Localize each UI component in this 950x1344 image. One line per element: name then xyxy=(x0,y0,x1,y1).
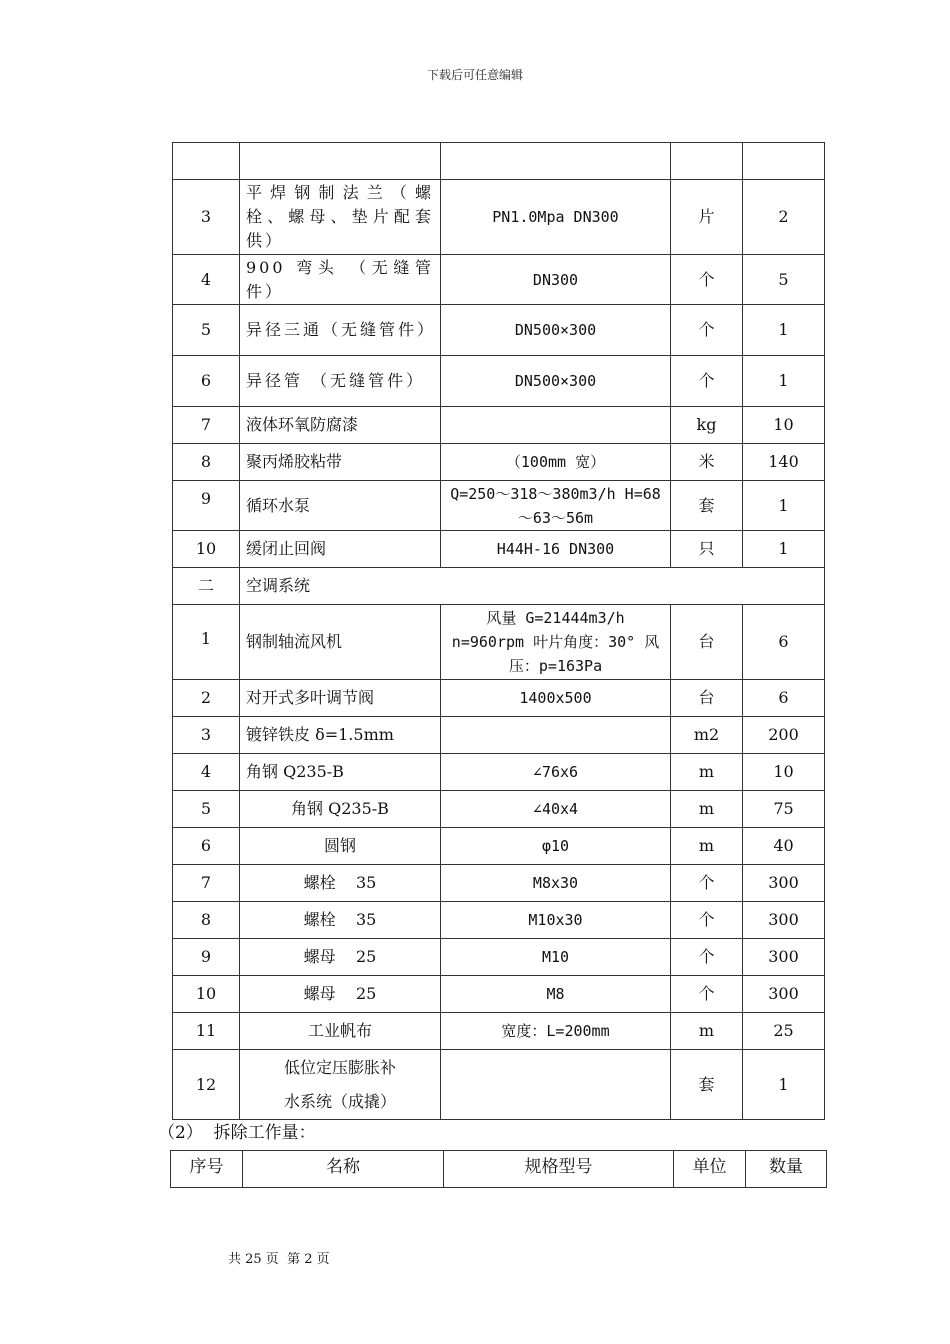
cell-unit: 米 xyxy=(671,444,743,481)
cell-no: 8 xyxy=(173,444,240,481)
cell-name: 缓闭止回阀 xyxy=(240,531,441,568)
cell-qty: 140 xyxy=(743,444,825,481)
cell-spec: ∠40x4 xyxy=(441,791,671,828)
cell-unit: 台 xyxy=(671,680,743,717)
cell-no: 10 xyxy=(173,976,240,1013)
cell-no: 5 xyxy=(173,305,240,356)
cell-unit: 个 xyxy=(671,939,743,976)
cell-no: 6 xyxy=(173,356,240,407)
table-row xyxy=(173,356,825,407)
cell-no: 7 xyxy=(173,407,240,444)
table-row xyxy=(173,939,825,976)
cell-qty: 300 xyxy=(743,939,825,976)
cell-name: 螺栓 35 xyxy=(240,902,441,939)
cell-name: 循环水泵 xyxy=(240,481,441,531)
cell-no: 9 xyxy=(173,481,240,531)
cell-no xyxy=(173,143,240,180)
cell-spec: ∠76x6 xyxy=(441,754,671,791)
cell-spec: PN1.0Mpa DN300 xyxy=(441,180,671,255)
cell-unit: 只 xyxy=(671,531,743,568)
table-row xyxy=(173,754,825,791)
cell-spec: M10x30 xyxy=(441,902,671,939)
cell-unit: 套 xyxy=(671,481,743,531)
cell-qty: 1 xyxy=(743,356,825,407)
table-row xyxy=(173,1013,825,1050)
cell-unit: 个 xyxy=(671,976,743,1013)
header-spec: 规格型号 xyxy=(444,1151,674,1188)
cell-spec: 宽度：L=200mm xyxy=(441,1013,671,1050)
cell-spec: H44H-16 DN300 xyxy=(441,531,671,568)
table-row xyxy=(173,255,825,305)
cell-unit: m xyxy=(671,828,743,865)
cell-qty: 2 xyxy=(743,180,825,255)
cell-name: 聚丙烯胶粘带 xyxy=(240,444,441,481)
cell-qty: 6 xyxy=(743,605,825,680)
cell-name: 角钢 Q235-B xyxy=(240,754,441,791)
cell-qty: 200 xyxy=(743,717,825,754)
table-row xyxy=(173,605,825,680)
table-row xyxy=(173,828,825,865)
cell-qty xyxy=(743,143,825,180)
cell-name: 螺栓 35 xyxy=(240,865,441,902)
materials-table xyxy=(172,142,825,1120)
cell-name: 低位定压膨胀补水系统（成撬） xyxy=(240,1050,441,1120)
cell-qty: 300 xyxy=(743,902,825,939)
cell-spec: DN500×300 xyxy=(441,305,671,356)
cell-unit: 个 xyxy=(671,305,743,356)
cell-name: 镀锌铁皮 δ=1.5mm xyxy=(240,717,441,754)
cell-unit: 个 xyxy=(671,902,743,939)
cell-spec: M10 xyxy=(441,939,671,976)
cell-qty: 75 xyxy=(743,791,825,828)
cell-unit: 个 xyxy=(671,255,743,305)
cell-name: 工业帆布 xyxy=(240,1013,441,1050)
cell-spec xyxy=(441,407,671,444)
cell-unit: 套 xyxy=(671,1050,743,1120)
cell-unit: m xyxy=(671,754,743,791)
page-footer: 共 25 页 第 2 页 xyxy=(228,1252,330,1267)
cell-spec: φ10 xyxy=(441,828,671,865)
removal-table xyxy=(170,1150,827,1188)
table-row xyxy=(173,717,825,754)
cell-qty: 300 xyxy=(743,865,825,902)
cell-unit xyxy=(671,143,743,180)
table-row xyxy=(173,143,825,180)
cell-qty: 40 xyxy=(743,828,825,865)
cell-no: 7 xyxy=(173,865,240,902)
cell-qty: 6 xyxy=(743,680,825,717)
cell-unit: m xyxy=(671,1013,743,1050)
cell-unit: kg xyxy=(671,407,743,444)
cell-no: 9 xyxy=(173,939,240,976)
page-header: 下载后可任意编辑 xyxy=(426,68,523,82)
cell-spec: Q=250～318～380m3/h H=68～63～56m xyxy=(441,481,671,531)
cell-unit: 个 xyxy=(671,356,743,407)
section-2-title: （2） 拆除工作量： xyxy=(158,1123,316,1143)
cell-spec xyxy=(441,717,671,754)
cell-qty: 1 xyxy=(743,305,825,356)
cell-unit: m xyxy=(671,791,743,828)
section-title: 空调系统 xyxy=(240,568,825,605)
cell-qty: 300 xyxy=(743,976,825,1013)
cell-no: 3 xyxy=(173,180,240,255)
cell-spec xyxy=(441,143,671,180)
table-row xyxy=(173,305,825,356)
cell-qty: 1 xyxy=(743,1050,825,1120)
cell-no: 4 xyxy=(173,754,240,791)
cell-name: 角钢 Q235-B xyxy=(240,791,441,828)
table-row xyxy=(173,444,825,481)
cell-qty: 5 xyxy=(743,255,825,305)
cell-no: 4 xyxy=(173,255,240,305)
cell-name: 对开式多叶调节阀 xyxy=(240,680,441,717)
cell-spec: DN300 xyxy=(441,255,671,305)
table-row xyxy=(173,1050,825,1120)
cell-name: 钢制轴流风机 xyxy=(240,605,441,680)
cell-no: 11 xyxy=(173,1013,240,1050)
cell-name: 圆钢 xyxy=(240,828,441,865)
table-row xyxy=(173,791,825,828)
cell-spec: （100mm 宽） xyxy=(441,444,671,481)
cell-no: 1 xyxy=(173,605,240,680)
cell-spec: M8 xyxy=(441,976,671,1013)
header-unit: 单位 xyxy=(674,1151,746,1188)
cell-name: 螺母 25 xyxy=(240,976,441,1013)
cell-unit: 个 xyxy=(671,865,743,902)
table-row xyxy=(173,902,825,939)
cell-no: 2 xyxy=(173,680,240,717)
cell-name: 异径管 （无缝管件） xyxy=(240,356,441,407)
cell-qty: 1 xyxy=(743,481,825,531)
table-row xyxy=(173,481,825,531)
cell-spec: 1400x500 xyxy=(441,680,671,717)
cell-no: 12 xyxy=(173,1050,240,1120)
cell-unit: 片 xyxy=(671,180,743,255)
cell-no: 6 xyxy=(173,828,240,865)
table-row xyxy=(173,407,825,444)
cell-spec: M8x30 xyxy=(441,865,671,902)
table-row xyxy=(173,865,825,902)
cell-qty: 10 xyxy=(743,754,825,791)
cell-no: 5 xyxy=(173,791,240,828)
table-row xyxy=(173,976,825,1013)
cell-unit: m2 xyxy=(671,717,743,754)
cell-name: 异径三通（无缝管件） xyxy=(240,305,441,356)
cell-name xyxy=(240,143,441,180)
header-qty: 数量 xyxy=(746,1151,827,1188)
cell-name: 平焊钢制法兰（螺栓、螺母、垫片配套供） xyxy=(240,180,441,255)
cell-no: 10 xyxy=(173,531,240,568)
cell-spec xyxy=(441,1050,671,1120)
cell-name: 液体环氧防腐漆 xyxy=(240,407,441,444)
cell-qty: 1 xyxy=(743,531,825,568)
cell-no: 3 xyxy=(173,717,240,754)
cell-name: 螺母 25 xyxy=(240,939,441,976)
cell-no: 8 xyxy=(173,902,240,939)
cell-qty: 10 xyxy=(743,407,825,444)
cell-name: 900 弯头 （无缝管件） xyxy=(240,255,441,305)
header-name: 名称 xyxy=(243,1151,444,1188)
cell-spec: 风量 G=21444m3/h n=960rpm 叶片角度：30° 风压：p=163Pa xyxy=(441,605,671,680)
cell-spec: DN500×300 xyxy=(441,356,671,407)
table-row xyxy=(173,180,825,255)
table-header-row xyxy=(171,1151,827,1188)
cell-unit: 台 xyxy=(671,605,743,680)
table-row xyxy=(173,531,825,568)
header-no: 序号 xyxy=(171,1151,243,1188)
section-row xyxy=(173,568,825,605)
cell-no: 二 xyxy=(173,568,240,605)
table-row xyxy=(173,680,825,717)
cell-qty: 25 xyxy=(743,1013,825,1050)
